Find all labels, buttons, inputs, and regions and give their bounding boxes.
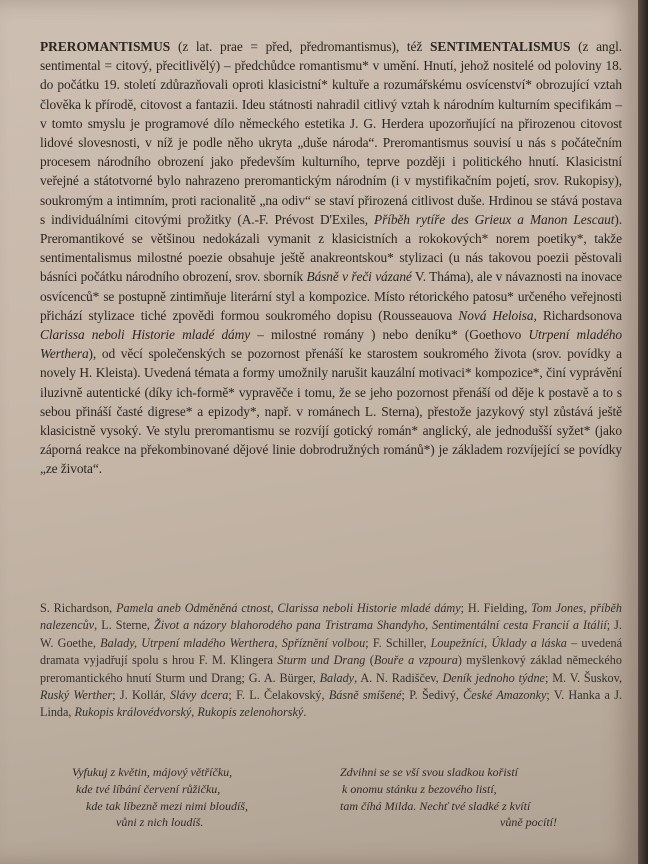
- poem-stanza-right: [340, 764, 610, 831]
- ref-author: , A. N. Radiščev,: [354, 670, 443, 685]
- entry-text: , Richardsonova: [533, 307, 622, 323]
- poem-line: vůni z nich loudíš.: [116, 815, 204, 830]
- ref-author: – uvedená dramata vyjadřují spolu s hrou F. M. Klingera: [40, 635, 622, 668]
- ref-title: Život a názory blahorodého pana Tristrama Shandyho, Sentimentální cesta Francií a Itálií: [154, 618, 607, 633]
- ref-title: Deník jednoho týdne: [442, 670, 545, 685]
- dictionary-entry: [40, 37, 622, 479]
- ref-author: ; V. Hanka a J. Linda,: [40, 688, 623, 720]
- ref-author: .: [303, 705, 307, 720]
- entry-text: – milostné romány ) nebo deníku* (Goethovo: [250, 327, 529, 343]
- ref-author: ; H. Fielding,: [460, 601, 532, 615]
- poem-line: vůně pocítí!: [500, 815, 557, 830]
- ref-title: České Amazonky: [463, 688, 547, 703]
- entry-headword-alt: SENTIMENTALISMUS: [429, 39, 571, 54]
- page-edge: [638, 0, 648, 864]
- ref-title: Sturm und Drang: [277, 653, 366, 668]
- ref-title: Balady: [319, 670, 355, 685]
- ref-title: Tom Jones, příběh nalezencův: [40, 601, 622, 633]
- ref-title: Balady, Utrpení mladého Werthera, Spříznění volbou: [100, 635, 366, 650]
- ref-author: ) myšlenkový základ německého preromantického hnutí Sturm und Drang; G. A. Bürger,: [40, 653, 622, 685]
- work-title: Básně v řeči vázané: [306, 269, 412, 285]
- ref-title: Básně smíšené: [328, 688, 402, 703]
- references: [40, 600, 622, 722]
- references-paragraph: [40, 600, 622, 722]
- poem-stanza-left: [72, 764, 322, 831]
- poem-line: k onomu stánku z bezového listí,: [342, 781, 497, 796]
- entry-text: ), od věcí společenských se pozornost přenáší ke starostem soukromého života (srov. povídky a novely H. Kleista). Uvedená témata a formy umožnily narušit kauzální motivaci* kompozice*, činí vyprávění iluzivně autentické (díky ich-formě* vypravěče i tomu, že se jeho pozornost přenáší od děje k postavě a to s sebou přináší časté digrese* a epizody*, např. v románech L. Sterna), přestože jazykový styl zůstává ještě klasicistně vysoký. Ve stylu preromantismu se rozvíjí gotický román* anglický, ale jednodušší syžet* (jako záporná reakce na překombinované dějové linie dobrodružných románů*) je základem rozvíjející se povídky „ze života“.: [40, 346, 622, 477]
- ref-author: ; F. Schiller,: [365, 635, 431, 650]
- poem-line: Zdvihni se se vší svou sladkou kořistí: [340, 765, 518, 779]
- ref-author: ; J. W. Goethe,: [40, 618, 622, 650]
- work-title: Nová Heloisa: [458, 307, 534, 323]
- work-title: Utrpení mladého Werthera: [40, 327, 622, 362]
- entry-text: (z angl. sentimental = citový, přecitlivělý) – předchůdce romantismu* v umění. Hnutí, jehož nositelé od poloviny 18. do počátku 19. století zdůrazňovali oproti klasicistní* kultuře a rozumářskému osvícenství* obrozující vztah člověka k přírodě, citovost a fantazii. Ideu státnosti nahradil citlivý vztah k národním kulturním specifikám – v tomto smyslu je programové dílo německého estetika J. G. Herdera upozorňující na přirozenou citovost lidové slovesnosti, v níž je podle něho ukryta „duše národa“. Preromantismus souvisí u nás s počátečním procesem národního obrození jako především kulturního, teprve později i politického hnutí. Klasicistní veřejné a státotvorné bylo nahrazeno preromantickým národním (i v mystifikačním pojetí, srov. Rukopisy), soukromým a intimním, proti racionalitě „na odiv“ se staví přirozená citlivost duše. Hrdinou se stává postava s individuálními citovými prožitky (A.-F. Prévost D'Exiles,: [40, 39, 622, 227]
- entry-text: V. Tháma), ale v návaznosti na inovace osvícenců* se postupně zintimňuje literární styl a kompozice. Místo rétorického patosu* určeného veřejnosti přichází stylizace tiché zpovědi formou soukromého dopisu (Rousseauova: [40, 269, 622, 323]
- ref-title: Ruský Werther: [40, 688, 113, 703]
- ref-author: ; J. Kollár,: [112, 688, 170, 703]
- work-title: Clarissa neboli Historie mladé dámy: [40, 327, 251, 343]
- ref-title: Loupežníci, Úklady a láska: [430, 635, 567, 650]
- ref-title: Slávy dcera: [169, 688, 229, 703]
- ref-author: , L. Sterne,: [94, 618, 155, 633]
- poem-line: Vyfukuj z květin, májový větříčku,: [72, 765, 233, 779]
- ref-author: S. Richardson,: [40, 601, 117, 615]
- entry-paragraph: [40, 37, 622, 479]
- ref-title: Pamela aneb Odměněná ctnost, Clarissa neboli Historie mladé dámy: [116, 601, 461, 615]
- poem-line: kde tak líbezně mezi nimi bloudíš,: [86, 798, 248, 813]
- entry-text: ). Preromantikové se většinou nedokázali vymanit z klasicistních a rokokových* norem poetiky*, takže sentimentalismus milostné poezie obsahuje ještě anakreontskou* stylizaci (u nás takovou poezii pěstovali básníci počátku národního obrození, srov. sborník: [40, 211, 622, 285]
- entry-text: (z lat. prae = před, předromantismus), též: [170, 39, 430, 54]
- ref-author: ; P. Šedivý,: [401, 688, 464, 703]
- ref-title: Bouře a vzpoura: [373, 653, 458, 668]
- poem-line: tam číhá Milda. Nechť tvé sladké z kvítí: [340, 798, 531, 813]
- entry-headword: PREROMANTISMUS: [40, 39, 171, 54]
- ref-author: (: [365, 653, 374, 668]
- ref-title: Rukopis královédvorský, Rukopis zelenohorský: [74, 705, 304, 720]
- ref-author: ; M. V. Šuskov,: [544, 670, 622, 685]
- work-title: Příběh rytíře des Grieux a Manon Lescaut: [374, 211, 615, 227]
- poem-line: kde tvé líbání červení růžičku,: [76, 781, 221, 796]
- ref-author: ; F. L. Čelakovský,: [228, 688, 329, 703]
